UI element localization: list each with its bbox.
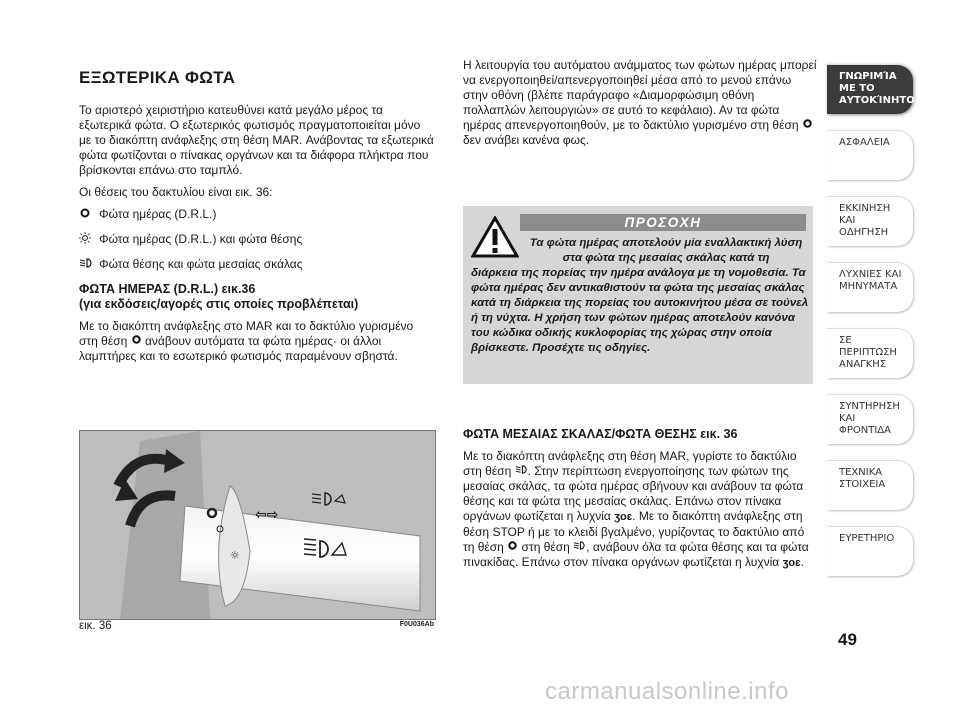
warning-box [463, 206, 813, 384]
position-label: Φώτα ημέρας (D.R.L.) [99, 207, 217, 221]
lowbeam-text-2: . Στην περίπτωση ενεργοποίησης των φώτων της μεσαίας σκάλας, τα φώτα ημέρας σβήνουν και ανάβουν τα φώτα θέσης και τα φώτα της μεσαίας σκάλας. Επάνω στον πίνακα οργάνων φωτίζεται η λυχνία [463, 464, 804, 523]
side-lights-warning-icon: ʒoɛ [614, 511, 633, 523]
lowbeam-heading: ΦΩΤΑ ΜΕΣΑΙΑΣ ΣΚΑΛΑΣ/ΦΩΤΑ ΘΕΣΗΣ εικ. 36 [463, 427, 738, 441]
drl-heading [79, 282, 434, 312]
drl-icon [131, 334, 142, 348]
figure-code: F0U036Ab [399, 621, 434, 628]
drl-paragraph [79, 319, 434, 364]
right-column [463, 58, 818, 155]
right-intro-1: Η λειτουργία του αυτόματου ανάμματος των φώτων ημέρας μπορεί να ενεργοποιηθεί/απενεργοποιηθεί μέσα από το μενού επάνω στην οθόνη (βλέπε παράγραφο «Διαμορφώσιμη οθόνη πολλαπλών λειτουργιών» σε αυτό το κεφάλαιο). Αν τα φώτα ημέρας απενεργοποιηθούν, με το δακτύλιο γυρισμένο στη θέση [463, 58, 817, 132]
drl-text-2: ανάβουν αυτόματα τα φώτα ημέρας· οι άλλοι λαμπτήρες και το εσωτερικό φωτισμός παραμένουν σβηστά. [79, 334, 398, 363]
stalk-illustration [79, 430, 436, 620]
drl-icon [802, 118, 813, 132]
section-heading: ΕΞΩΤΕΡΙΚΑ ΦΩΤΑ [79, 68, 236, 87]
warning-text [471, 236, 809, 356]
drl-icon [79, 207, 99, 223]
lowbeam-section [463, 427, 818, 578]
lowbeam-paragraph [463, 449, 818, 571]
tab-warning-lights[interactable]: ΛΥΧΝΙΕΣ ΚΑΙ ΜΗΝΥΜΑΤΑ [827, 262, 913, 312]
lowbeam-text-3: . Με το διακόπτη ανάφλεξης στη θέση STOP ή με το κλειδί βγαλμένο, γυρίζοντας το δακτύλιο από τη θέση [463, 509, 805, 554]
warning-text-first: Τα φώτα ημέρας αποτελούν μία εναλλακτική λύση στα φώτα της μεσαίας σκάλας κατά τη [529, 237, 803, 264]
warning-text-rest: διάρκεια της πορείας την ημέρα ανάλογα με τη νομοθεσία. Τα φώτα ημέρας δεν αντικαθιστούν τα φώτα της μεσαίας σκάλας κατά τη διάρκεια της πορείας του αυτοκινήτου μέσα σε τούνελ ή τη νύχτα. Η χρήση των φώτων ημέρας αποτελούν κανόνα του κώδικα οδικής κυκλοφορίας της χώρας στην οποία βρίσκεστε. Προσέχτε τις οδηγίες. [471, 267, 809, 354]
page-number: 49 [838, 630, 857, 649]
intro-paragraph: Το αριστερό χειριστήριο κατευθύνει κατά μεγάλο μέρος τα εξωτερικά φώτα. Ο εξωτερικός φωτισμός πραγματοποιείται μόνο με το διακόπτη ανάφλεξης στη θέση MAR. Ανάβοντας τα εξωτερικά φώτα φωτίζονται ο πίνακας οργάνων και τα διάφορα πλήκτρα που βρίσκονται επάνω στο ταμπλό. [79, 103, 434, 177]
tab-maintenance[interactable]: ΣΥΝΤΗΡΗΣΗ ΚΑΙ ΦΡΟΝΤΙΔΑ [827, 394, 913, 444]
lowbeam-text-4: στη θέση [521, 540, 570, 554]
svg-text:☼: ☼ [230, 549, 240, 562]
drl-icon [507, 540, 518, 554]
position-light-icon [79, 232, 99, 248]
tab-getting-to-know[interactable]: ΓΝΩΡΙΜΊΑ ΜΕ ΤΟ ΑΥΤΟΚΊΝΗΤΟ [827, 64, 913, 114]
low-beam-icon [79, 257, 99, 273]
drl-text-1: Με το διακόπτη ανάφλεξης στο MAR και το δακτύλιο γυρισμένο στη θέση [79, 319, 414, 348]
intro-paragraph-right [463, 58, 818, 148]
figure-caption [79, 620, 434, 632]
drl-heading-line1: ΦΩΤΑ ΗΜΕΡΑΣ (D.R.L.) εικ.36 [79, 282, 256, 296]
svg-text:⇦⇨: ⇦⇨ [255, 507, 279, 523]
position-label: Φώτα θέσης και φώτα μεσαίας σκάλας [99, 257, 303, 271]
lowbeam-text-5: , ανάβουν όλα τα φώτα θέσης και τα φώτα πινακίδας. Επάνω στον πίνακα οργάνων φωτίζεται η λυχνία [463, 540, 809, 569]
tab-safety[interactable]: ΑΣΦΑΛΕΙΑ [827, 130, 913, 180]
low-beam-icon [515, 464, 528, 478]
drl-heading-line2: (για εκδόσεις/αγορές στις οποίες προβλέπεται) [79, 297, 359, 311]
side-lights-warning-icon: ʒoɛ [782, 557, 801, 569]
lowbeam-text-6: . [800, 555, 804, 569]
watermark: carmanualsonline.info [545, 678, 789, 705]
warning-title: ΠΡΟΣΟΧΗ [520, 214, 806, 231]
right-intro-2: δεν ανάβει κανένα φως. [463, 133, 590, 147]
position-item-lowbeam [79, 257, 434, 273]
positions-intro: Οι θέσεις του δακτυλίου είναι εικ. 36: [79, 185, 273, 199]
lowbeam-text-1: Με το διακόπτη ανάφλεξης στη θέση MAR, γυρίστε το δακτύλιο στη θέση [463, 449, 797, 478]
low-beam-icon [573, 540, 586, 554]
position-item-drl [79, 207, 434, 223]
tab-technical-data[interactable]: ΤΕΧΝΙΚΑ ΣΤΟΙΧΕΙΑ [827, 460, 913, 510]
tab-index[interactable]: ΕΥΡΕΤΗΡΙΟ [827, 526, 913, 576]
tab-emergency[interactable]: ΣΕ ΠΕΡΙΠΤΩΣΗ ΑΝΑΓΚΗΣ [827, 328, 913, 378]
position-item-side [79, 232, 434, 248]
chapter-tabs [827, 64, 913, 592]
left-column [79, 68, 434, 371]
position-label: Φώτα ημέρας (D.R.L.) και φώτα θέσης [99, 232, 303, 246]
caption-label: εικ. 36 [79, 620, 112, 632]
tab-starting-driving[interactable]: ΕΚΚΙΝΗΣΗ ΚΑΙ ΟΔΗΓΗΣΗ [827, 196, 913, 246]
